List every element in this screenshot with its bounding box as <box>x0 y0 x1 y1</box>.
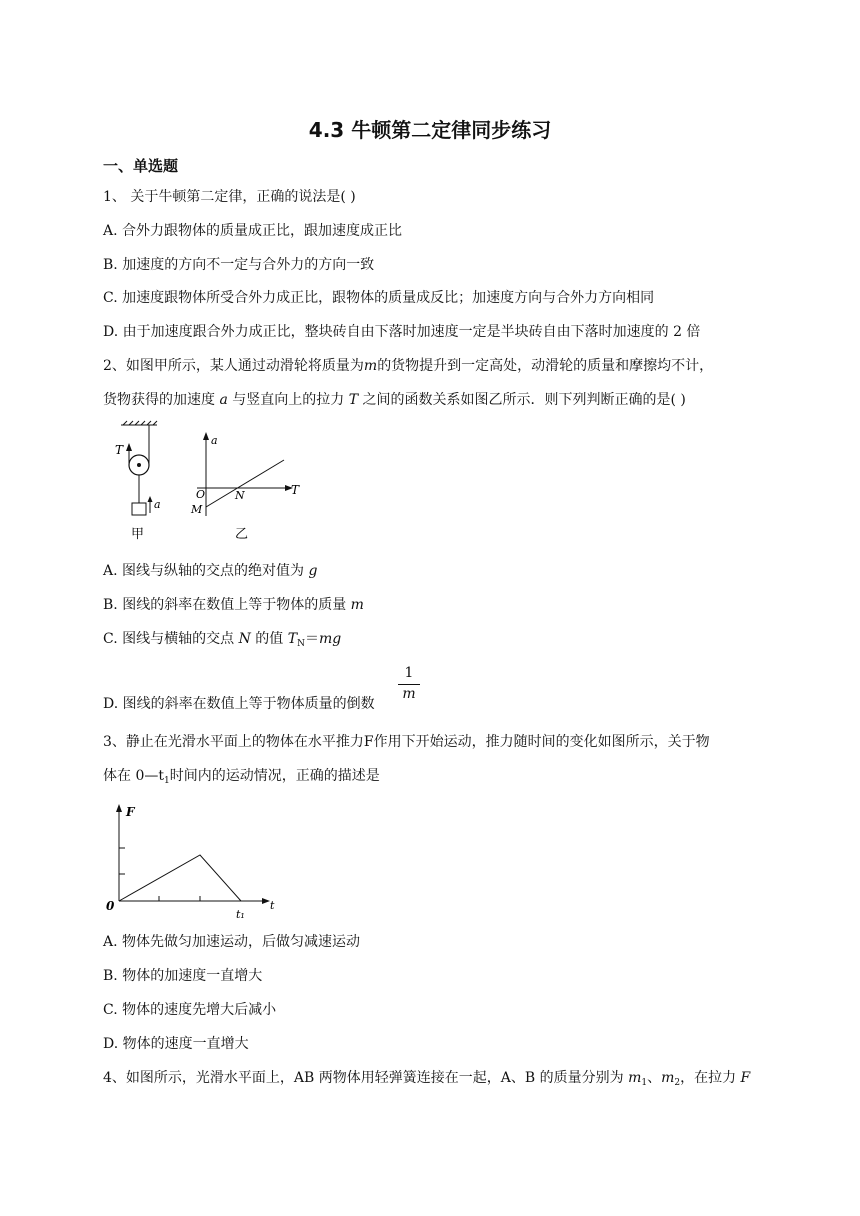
ceiling-hatch <box>121 421 157 425</box>
label-t1: t₁ <box>236 908 245 921</box>
graph-a-arrowhead <box>203 432 209 440</box>
accel-arrowhead <box>148 496 153 502</box>
question-3-figure <box>103 800 283 922</box>
question-1-option-c: C. 加速度跟物体所受合外力成正比，跟物体的质量成反比；加速度方向与合外力方向相同 <box>103 290 655 306</box>
pulley-axle <box>137 463 141 467</box>
caption-left: 甲 <box>131 527 145 542</box>
force-curve <box>119 855 241 901</box>
question-3-option-c: C. 物体的速度先增大后减小 <box>103 1002 277 1018</box>
question-2-figure <box>103 420 309 548</box>
caption-right: 乙 <box>235 527 249 542</box>
fraction-numerator: 1 <box>404 665 414 681</box>
question-3-option-b: B. 物体的加速度一直增大 <box>103 968 263 984</box>
question-4-stem: 4、如图所示，光滑水平面上，AB 两物体用轻弹簧连接在一起，A、B 的质量分别为 $m_1$、$m_2$，在拉力 F <box>103 1070 751 1088</box>
label-T: T <box>115 443 124 457</box>
graph-label-a: a <box>211 434 218 447</box>
fraction-denominator: m <box>402 686 416 702</box>
graph-label-T: T <box>291 483 300 497</box>
question-3-option-d: D. 物体的速度一直增大 <box>103 1036 249 1052</box>
question-2-stem-line-1: 2、如图甲所示，某人通过动滑轮将质量为m的货物提升到一定高处，动滑轮的质量和摩擦均不计， <box>103 358 714 374</box>
question-2-option-b: B. 图线的斜率在数值上等于物体的质量 m <box>103 597 364 613</box>
page-title: 4.3 牛顿第二定律同步练习 <box>308 118 552 142</box>
question-2-option-c: C. 图线与横轴的交点 N 的值 $T_N=mg$ <box>103 631 342 649</box>
label-F: F <box>126 805 135 819</box>
pull-arrowhead <box>126 443 132 451</box>
graph-label-N: N <box>235 489 245 502</box>
question-1-option-d: D. 由于加速度跟合外力成正比，整块砖自由下落时加速度一定是半块砖自由下落时加速度的 2 倍 <box>103 324 701 340</box>
question-3-option-a: A. 物体先做匀加速运动，后做匀减速运动 <box>103 934 361 950</box>
question-1-option-a: A. 合外力跟物体的质量成正比，跟加速度成正比 <box>103 223 403 239</box>
t-arrowhead <box>262 898 270 904</box>
label-t: t <box>270 899 275 912</box>
graph-line <box>206 460 284 507</box>
section-heading: 一、单选题 <box>103 157 179 175</box>
label-a-left: a <box>154 498 161 511</box>
question-2-stem-line-2: 货物获得的加速度 a 与竖直向上的拉力 T 之间的函数关系如图乙所示．则下列判断正确的是( ) <box>103 392 686 408</box>
graph-label-O: O <box>196 488 206 501</box>
fraction-one-over-m <box>398 664 420 703</box>
question-3-stem-line-2: 体在 $0—t_1$时间内的运动情况，正确的描述是 <box>103 768 380 786</box>
graph-label-M: M <box>191 503 203 516</box>
cargo-box <box>132 503 146 515</box>
F-arrowhead <box>116 804 122 812</box>
question-3-stem-line-1: 3、静止在光滑水平面上的物体在水平推力F作用下开始运动，推力随时间的变化如图所示，关于物 <box>103 734 710 750</box>
label-origin: 0 <box>106 899 115 913</box>
question-2-option-d: D. 图线的斜率在数值上等于物体质量的倒数 <box>103 696 375 712</box>
question-1-stem: 1、 关于牛顿第二定律，正确的说法是( ) <box>103 189 356 205</box>
question-1-option-b: B. 加速度的方向不一定与合外力的方向一致 <box>103 257 375 273</box>
question-2-option-a: A. 图线与纵轴的交点的绝对值为 g <box>103 563 318 579</box>
